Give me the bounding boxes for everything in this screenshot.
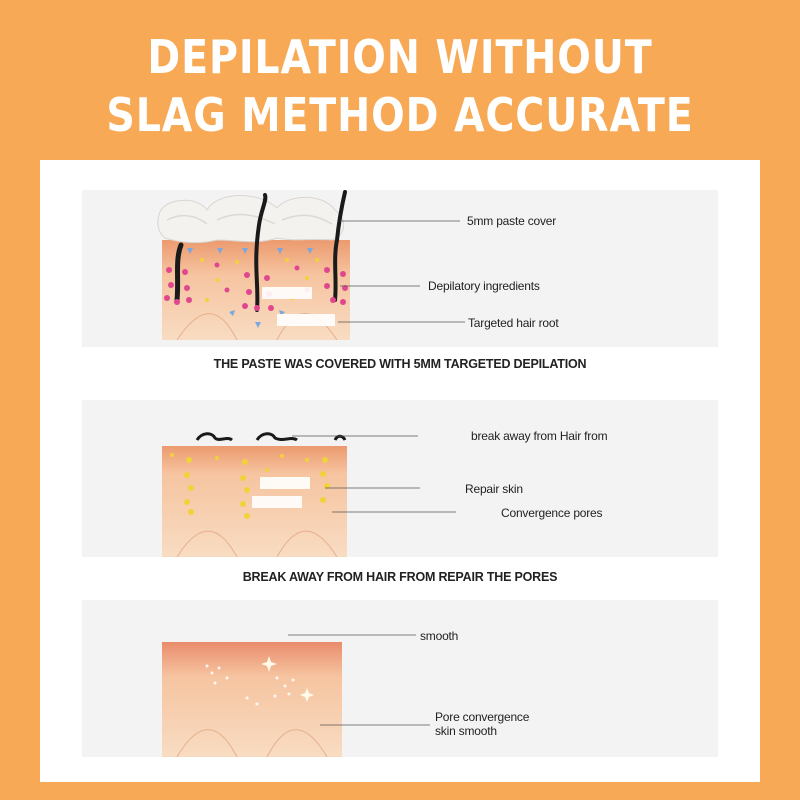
- label-skin-smooth: skin smooth: [435, 724, 497, 738]
- content-card: [40, 160, 760, 782]
- title-line-1: DEPILATION WITHOUT: [147, 30, 653, 84]
- smooth-skin-illustration: [157, 638, 347, 757]
- caption-paste-cover: THE PASTE WAS COVERED WITH 5MM TARGETED DEPILATION: [213, 357, 587, 371]
- label-smooth: smooth: [420, 629, 459, 643]
- label-break-away: break away from Hair from: [471, 429, 608, 443]
- page-title: [56, 28, 744, 144]
- panel-paste-cover: [82, 190, 718, 347]
- label-paste-cover: 5mm paste cover: [467, 214, 557, 228]
- label-targeted-hair-root: Targeted hair root: [468, 316, 559, 330]
- paste-cover-illustration: [157, 190, 352, 340]
- panel-smooth-skin: [82, 600, 718, 757]
- panel-repair-pores: [82, 400, 718, 557]
- repair-skin-illustration: [157, 430, 347, 557]
- label-pore-convergence: Pore convergence: [435, 710, 530, 724]
- label-repair-skin: Repair skin: [465, 482, 523, 496]
- label-convergence-pores: Convergence pores: [501, 506, 603, 520]
- caption-repair-pores: BREAK AWAY FROM HAIR FROM REPAIR THE PORES: [242, 570, 558, 584]
- label-depilatory-ingredients: Depilatory ingredients: [428, 279, 540, 293]
- title-line-2: SLAG METHOD ACCURATE: [106, 88, 694, 142]
